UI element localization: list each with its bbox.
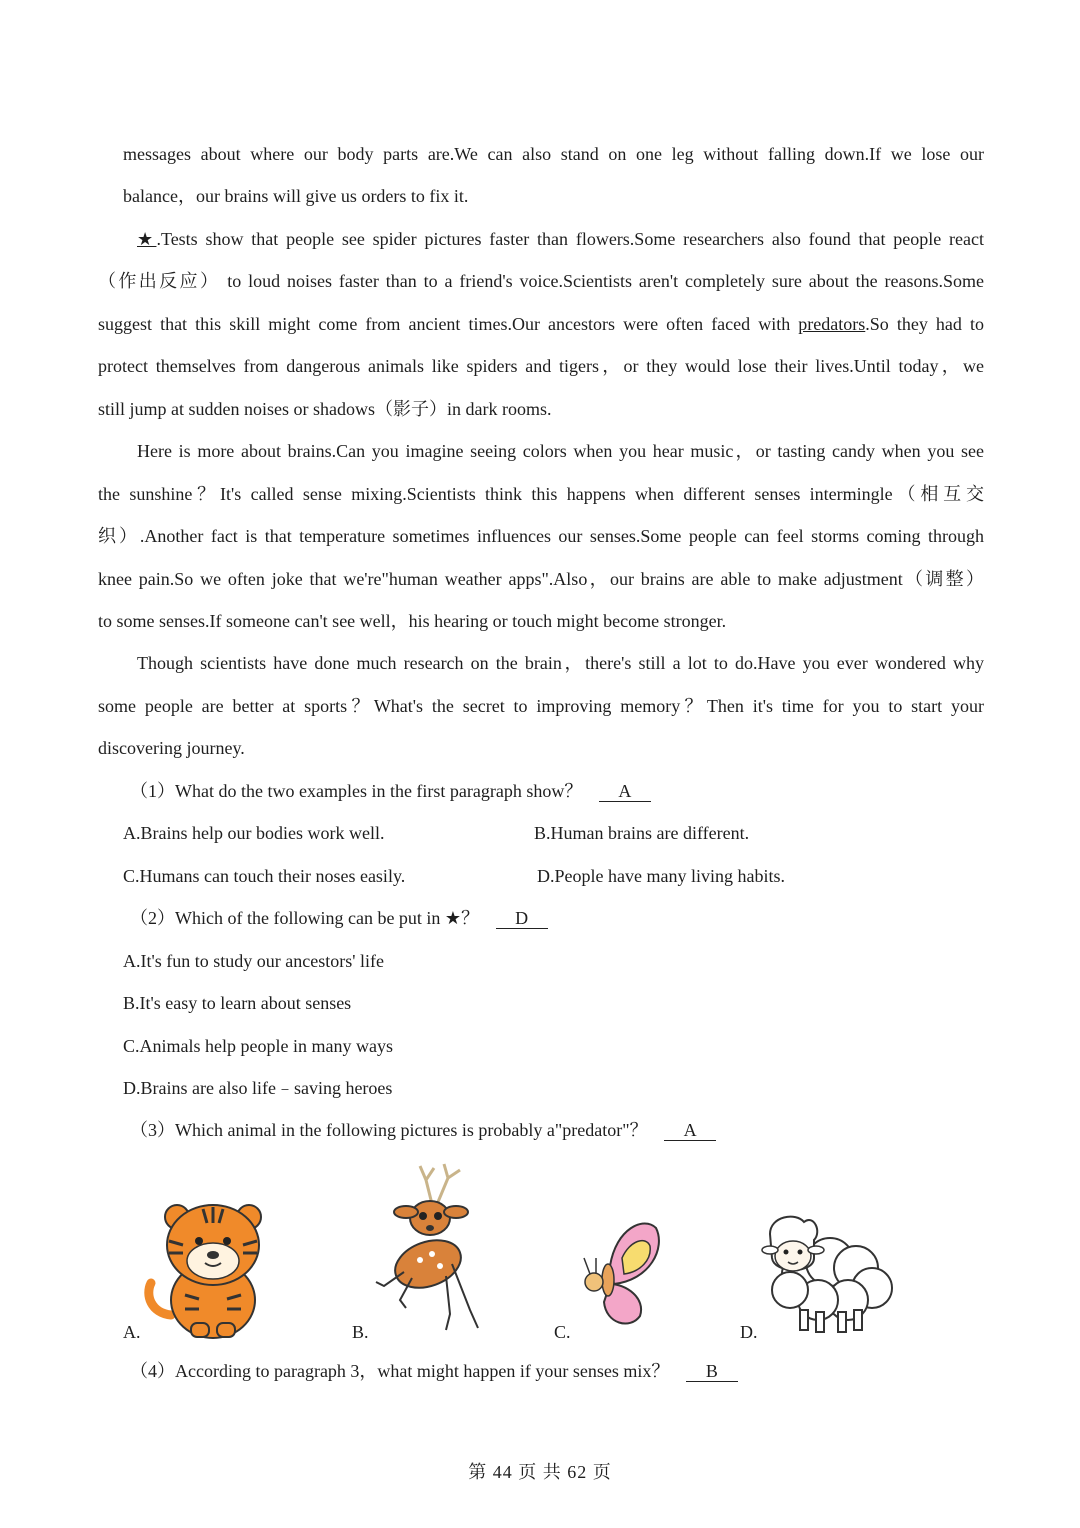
passage-line: Here is more about brains.Can you imagine seeing colors when you hear music，or tasting candy when you see — [137, 441, 984, 461]
answer-blank: D — [496, 908, 548, 929]
passage-line: messages about where our body parts are.We can also stand on one leg without falling down.If we lose our — [123, 144, 984, 164]
sheep-icon — [760, 1210, 895, 1340]
passage-line: the sunshine？It's called sense mixing.Scientists think this happens when different senses intermingle（相互交 — [98, 484, 984, 504]
passage-line: balance，our brains will give us orders to fix it. — [123, 186, 469, 206]
question-3-stem: （3）Which animal in the following pictures is probably a"predator"？ A — [130, 1118, 716, 1142]
passage-line: ★.Tests show that people see spider pictures faster than flowers.Some researchers also found that people react — [137, 229, 984, 249]
answer-blank: B — [686, 1361, 738, 1382]
passage-line: Though scientists have done much research on the brain，there's still a lot to do.Have you ever wondered why — [137, 653, 984, 673]
picture-label-d: D. — [740, 1322, 758, 1342]
tiger-icon — [143, 1195, 268, 1345]
option-a: A.Brains help our bodies work well. — [123, 823, 385, 843]
option-d: D.Brains are also life﹣saving heroes — [123, 1078, 393, 1098]
question-1-stem: （1）What do the two examples in the first paragraph show？ A — [130, 779, 651, 803]
picture-label-c: C. — [554, 1322, 571, 1342]
star-blank: ★ — [137, 229, 157, 249]
question-4-stem: （4）According to paragraph 3，what might happen if your senses mix？ B — [130, 1359, 738, 1383]
option-b: B.It's easy to learn about senses — [123, 993, 352, 1013]
option-d: D.People have many living habits. — [537, 866, 785, 886]
page-number: 第 44 页 共 62 页 — [468, 1462, 612, 1482]
picture-label-b: B. — [352, 1322, 369, 1342]
passage-line: protect themselves from dangerous animals like spiders and tigers，or they would lose their lives.Until today，we — [98, 356, 984, 376]
option-a: A.It's fun to study our ancestors' life — [123, 951, 384, 971]
passage-line: to some senses.If someone can't see well，his hearing or touch might become stronger. — [98, 611, 727, 631]
passage-line: suggest that this skill might come from ancient times.Our ancestors were often faced with predators.So they had to — [98, 314, 984, 334]
question-2-stem: （2）Which of the following can be put in ★？ D — [130, 906, 548, 930]
option-b: B.Human brains are different. — [534, 823, 750, 843]
passage-line: discovering journey. — [98, 738, 245, 758]
passage-line: knee pain.So we often joke that we're"human weather apps".Also，our brains are able to make adjustment（调整） — [98, 569, 984, 589]
option-c: C.Humans can touch their noses easily. — [123, 866, 406, 886]
deer-icon — [370, 1160, 485, 1345]
passage-line: （作出反应） to loud noises faster than to a friend's voice.Scientists aren't completely sure about the reasons.Some — [98, 271, 984, 291]
picture-label-a: A. — [123, 1322, 141, 1342]
answer-blank: A — [599, 781, 651, 802]
answer-blank: A — [664, 1120, 716, 1141]
predators-word: predators — [798, 314, 866, 334]
butterfly-icon — [570, 1218, 670, 1338]
passage-line: some people are better at sports？What's the secret to improving memory？Then it's time for you to start your — [98, 696, 984, 716]
option-c: C.Animals help people in many ways — [123, 1036, 393, 1056]
passage-line: still jump at sudden noises or shadows（影子）in dark rooms. — [98, 399, 552, 419]
passage-line: 织）.Another fact is that temperature sometimes influences our senses.Some people can feel storms coming through — [98, 526, 984, 546]
